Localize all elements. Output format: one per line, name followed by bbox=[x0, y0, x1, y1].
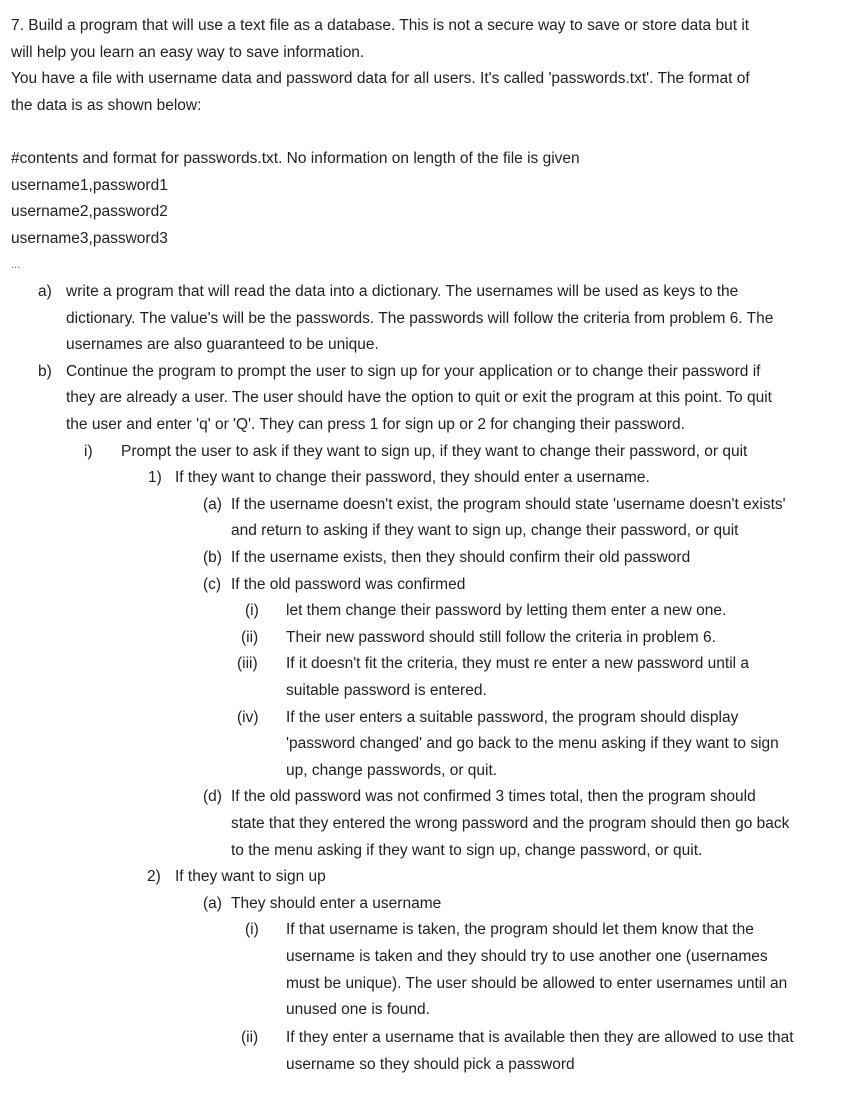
list-item bbox=[0, 492, 857, 519]
list-marker: a) bbox=[38, 283, 52, 300]
list-item bbox=[0, 917, 857, 944]
list-item-text: must be unique). The user should be allowed to enter usernames until an bbox=[286, 974, 788, 992]
list-item bbox=[0, 784, 857, 811]
list-item bbox=[0, 625, 857, 652]
file-example-line bbox=[0, 199, 857, 226]
list-item-text: unused one is found. bbox=[286, 1001, 430, 1019]
list-marker: (i) bbox=[245, 602, 259, 620]
list-item-text: If that username is taken, the program should let them know that the bbox=[286, 921, 754, 939]
list-item-text: If they want to change their password, they should enter a username. bbox=[175, 469, 650, 487]
list-item-text: username so they should pick a password bbox=[286, 1055, 575, 1073]
list-item-text: state that they entered the wrong password and the program should then go back bbox=[231, 815, 790, 832]
file-example-entry: username1,password1 bbox=[11, 176, 168, 194]
list-item-text: 'password changed' and go back to the menu asking if they want to sign bbox=[286, 735, 779, 753]
problem-heading-line bbox=[0, 13, 857, 40]
paragraph-line bbox=[0, 93, 857, 120]
list-marker: (iii) bbox=[237, 655, 258, 673]
list-item-continuation bbox=[0, 1052, 857, 1079]
description-text: the data is as shown below: bbox=[11, 96, 202, 114]
problem-heading-cont: will help you learn an easy way to save information. bbox=[11, 43, 365, 61]
list-item-continuation bbox=[0, 412, 857, 439]
list-marker: b) bbox=[38, 362, 52, 380]
list-marker: 1) bbox=[148, 469, 162, 487]
list-item-continuation bbox=[0, 385, 857, 412]
file-example-comment-line bbox=[0, 146, 857, 173]
list-item-text: dictionary. The value's will be the passwords. The passwords will follow the criteria from problem 6. The bbox=[66, 309, 774, 327]
list-item bbox=[0, 1025, 857, 1052]
list-item-text: If it doesn't fit the criteria, they must re enter a new password until a bbox=[286, 655, 750, 673]
list-item bbox=[0, 359, 857, 386]
problem-heading: 7. Build a program that will use a text file as a database. This is not a secure way to save or store data but it bbox=[11, 17, 750, 34]
list-item-continuation bbox=[0, 838, 857, 865]
list-item-text: Continue the program to prompt the user to sign up for your application or to change their password if bbox=[66, 362, 761, 380]
list-item bbox=[0, 279, 857, 306]
list-marker: (iv) bbox=[237, 708, 259, 726]
file-example-line bbox=[0, 226, 857, 253]
list-marker: (b) bbox=[203, 549, 222, 566]
list-item-continuation bbox=[0, 997, 857, 1024]
list-marker: i) bbox=[84, 442, 93, 460]
list-item bbox=[0, 465, 857, 492]
list-item-continuation bbox=[0, 306, 857, 333]
list-item-continuation bbox=[0, 971, 857, 998]
list-item-text: the user and enter 'q' or 'Q'. They can press 1 for sign up or 2 for changing their password. bbox=[66, 416, 685, 433]
list-item bbox=[0, 572, 857, 599]
file-example-entry: username3,password3 bbox=[11, 229, 168, 247]
list-item-continuation bbox=[0, 758, 857, 785]
list-item bbox=[0, 545, 857, 572]
description-text: You have a file with username data and password data for all users. It's called 'passwords.txt'. The format of bbox=[11, 70, 750, 88]
list-item-text: If they want to sign up bbox=[175, 868, 326, 886]
list-item-continuation bbox=[0, 731, 857, 758]
list-item-text: If the username exists, then they should confirm their old password bbox=[231, 549, 691, 566]
file-example-ellipsis: ... bbox=[11, 259, 21, 272]
list-item-continuation bbox=[0, 518, 857, 545]
file-example-entry: username2,password2 bbox=[11, 203, 168, 221]
paragraph-line bbox=[0, 66, 857, 93]
list-item-continuation bbox=[0, 332, 857, 359]
file-example-line bbox=[0, 252, 857, 279]
list-item bbox=[0, 651, 857, 678]
file-example-comment: #contents and format for passwords.txt. No information on length of the file is given bbox=[11, 150, 580, 167]
list-marker: (d) bbox=[203, 788, 222, 806]
list-item bbox=[0, 891, 857, 918]
list-item-text: They should enter a username bbox=[231, 894, 442, 912]
list-marker: (a) bbox=[203, 894, 222, 912]
list-marker: 2) bbox=[147, 868, 161, 886]
list-item bbox=[0, 598, 857, 625]
list-item-text: If the username doesn't exist, the program should state 'username doesn't exists' bbox=[231, 495, 786, 513]
list-item-text: If the user enters a suitable password, the program should display bbox=[286, 708, 739, 726]
list-item bbox=[0, 439, 857, 466]
list-item-text: and return to asking if they want to sign up, change their password, or quit bbox=[231, 522, 739, 540]
list-item-text: let them change their password by letting them enter a new one. bbox=[286, 602, 727, 620]
list-item-text: Prompt the user to ask if they want to sign up, if they want to change their password, or quit bbox=[121, 442, 748, 460]
file-example-line bbox=[0, 173, 857, 200]
list-item-text: write a program that will read the data into a dictionary. The usernames will be used as keys to the bbox=[66, 283, 739, 300]
list-item-text: If the old password was not confirmed 3 times total, then the program should bbox=[231, 788, 756, 806]
list-marker: (i) bbox=[245, 921, 259, 939]
problem-heading-line bbox=[0, 40, 857, 67]
list-item-text: they are already a user. The user should have the option to quit or exit the program at this point. To quit bbox=[66, 389, 772, 407]
list-item-continuation bbox=[0, 678, 857, 705]
list-item-text: to the menu asking if they want to sign up, change password, or quit. bbox=[231, 841, 703, 859]
list-item-text: If they enter a username that is available then they are allowed to use that bbox=[286, 1029, 794, 1046]
list-item-text: If the old password was confirmed bbox=[231, 575, 466, 593]
list-item-continuation bbox=[0, 811, 857, 838]
list-item-text: suitable password is entered. bbox=[286, 682, 487, 699]
list-marker: (c) bbox=[203, 575, 222, 593]
list-item-text: usernames are also guaranteed to be unique. bbox=[66, 336, 379, 354]
list-item-text: username is taken and they should try to use another one (usernames bbox=[286, 948, 768, 965]
list-item-continuation bbox=[0, 944, 857, 971]
list-item bbox=[0, 864, 857, 891]
list-marker: (a) bbox=[203, 495, 222, 513]
list-marker: (ii) bbox=[241, 628, 259, 646]
list-marker: (ii) bbox=[241, 1029, 259, 1046]
list-item bbox=[0, 705, 857, 732]
list-item-text: up, change passwords, or quit. bbox=[286, 761, 498, 779]
list-item-text: Their new password should still follow the criteria in problem 6. bbox=[286, 628, 716, 646]
